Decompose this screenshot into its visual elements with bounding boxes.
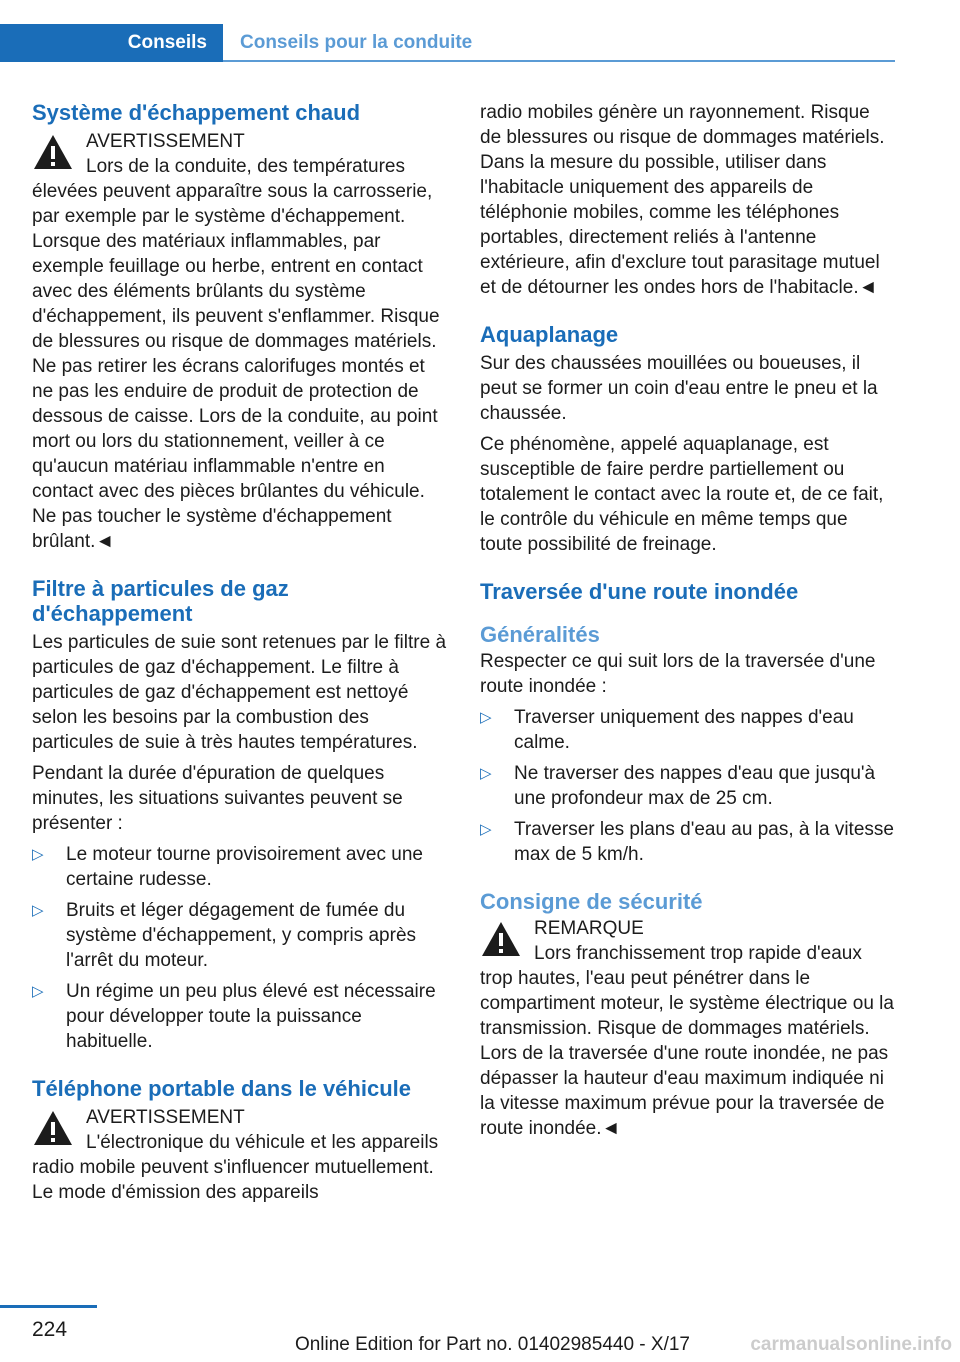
warning-label: AVERTISSEMENT: [86, 131, 245, 152]
notice-label: REMARQUE: [534, 918, 644, 939]
warning-text-continued: radio mobiles génère un rayonnement. Risque de blessures ou risque de dommages matériels. Dans la mesure du possible, utiliser dans l'habitacle uniquement des appareils de téléphonie mobiles, comme les téléphones portables, directement reliés à l'antenne extérieure, afin d'exclure tout parasitage mutuel et de détourner les ondes hors de l'habitacle.◄: [480, 102, 885, 298]
warning-text: Lors de la conduite, des températures élevées peuvent apparaître sous la carrosserie, par exemple par le système d'échappement. Lorsque des matériaux inflammables, par exemple feuillage ou herbe, entrent en contact avec des éléments brûlants du système d'échappement, ils peuvent s'enflammer. Risque de blessures ou risque de dommages matériels. Ne pas retirer les écrans calorifuges montés et ne pas les enduire de produit de protection de dessous de caisse. Lors de la conduite, au point mort ou lors du stationnement, veiller à ce qu'aucun matériau inflammable n'entre en contact avec des pièces brûlantes du véhicule. Ne pas toucher le système d'échappement brûlant.◄: [32, 156, 440, 552]
warning-label: AVERTISSEMENT: [86, 1107, 245, 1128]
triangle-right-bullet-icon: ▷: [32, 983, 44, 1000]
header-divider: [223, 60, 895, 62]
section-title-flooded-road: Traversée d'une route inondée: [480, 579, 799, 604]
notice-text: Lors franchissement trop rapide d'eaux trop hautes, l'eau peut pénétrer dans le compartiment moteur, le système électrique ou la transmission. Risque de dommages matériels. Lors de la traversée d'une route inondée, ne pas dépasser la hauteur d'eau maximum indiquée ni la vitesse maximum prévue pour la traversée de route inondée.◄: [480, 943, 894, 1139]
warning-block-phone: [32, 1105, 447, 1205]
triangle-right-bullet-icon: ▷: [480, 709, 492, 726]
paragraph: Respecter ce qui suit lors de la traversée d'une route inondée :: [480, 651, 876, 697]
bullet-list: [480, 705, 895, 867]
tab-conseils-conduite[interactable]: Conseils pour la conduite: [240, 32, 473, 53]
right-column: [480, 100, 895, 1147]
section-title-mobile-phone: Téléphone portable dans le véhicule: [32, 1076, 411, 1101]
list-item: ▷ Le moteur tourne provisoirement avec une certaine rudesse.: [32, 844, 423, 890]
watermark: carmanualsonline.info: [750, 1334, 952, 1355]
footer-divider: [0, 1305, 97, 1308]
page-header: [0, 0, 960, 63]
warning-text: L'électronique du véhicule et les appareils radio mobile peuvent s'influencer mutuellement. Le mode d'émission des appareils: [32, 1132, 439, 1203]
list-item: ▷ Traverser uniquement des nappes d'eau calme.: [480, 707, 854, 753]
section-title-particle-filter: Filtre à particules de gaz d'échappement: [32, 576, 289, 626]
tab-conseils[interactable]: Conseils: [0, 24, 223, 62]
triangle-right-bullet-icon: ▷: [480, 821, 492, 838]
triangle-right-bullet-icon: ▷: [32, 846, 44, 863]
warning-triangle-icon: [32, 133, 74, 171]
edition-info: Online Edition for Part no. 01402985440 - X/17: [294, 1334, 690, 1355]
paragraph: Pendant la durée d'épuration de quelques minutes, les situations suivantes peuvent se présenter :: [32, 763, 403, 834]
list-item: ▷ Bruits et léger dégagement de fumée du système d'échappement, y compris après l'arrêt du moteur.: [32, 900, 417, 971]
list-item: ▷ Un régime un peu plus élevé est nécessaire pour développer toute la puissance habituelle.: [32, 981, 436, 1052]
paragraph: Ce phénomène, appelé aquaplanage, est susceptible de faire perdre partiellement ou totalement le contact avec la route et, de ce fait, le contrôle du véhicule en même temps que toute possibilité de freinage.: [480, 434, 884, 555]
paragraph: Les particules de suie sont retenues par le filtre à particules de gaz d'échappement. Le filtre à particules de gaz d'échappement est nettoyé selon les besoins par la combustion des particules de suie à très hautes températures.: [32, 632, 447, 753]
section-title-aquaplaning: Aquaplanage: [480, 322, 619, 347]
triangle-right-bullet-icon: ▷: [32, 902, 44, 919]
notice-block-flooded-road: [480, 916, 895, 1141]
paragraph: Sur des chaussées mouillées ou boueuses, il peut se former un coin d'eau entre le pneu et la chaussée.: [480, 353, 878, 424]
list-item: ▷ Traverser les plans d'eau au pas, à la vitesse max de 5 km/h.: [480, 819, 894, 865]
list-item: ▷ Ne traverser des nappes d'eau que jusqu'à une profondeur max de 25 cm.: [480, 763, 876, 809]
section-title-exhaust: Système d'échappement chaud: [32, 100, 361, 125]
warning-block-exhaust: [32, 129, 447, 554]
bullet-list: [32, 842, 447, 1054]
left-column: [32, 100, 447, 1211]
subsection-title-general: Généralités: [480, 622, 600, 647]
subsection-title-safety: Consigne de sécurité: [480, 889, 703, 914]
triangle-right-bullet-icon: ▷: [480, 765, 492, 782]
warning-triangle-icon: [480, 920, 522, 958]
page-number: 224: [32, 1318, 68, 1341]
warning-triangle-icon: [32, 1109, 74, 1147]
